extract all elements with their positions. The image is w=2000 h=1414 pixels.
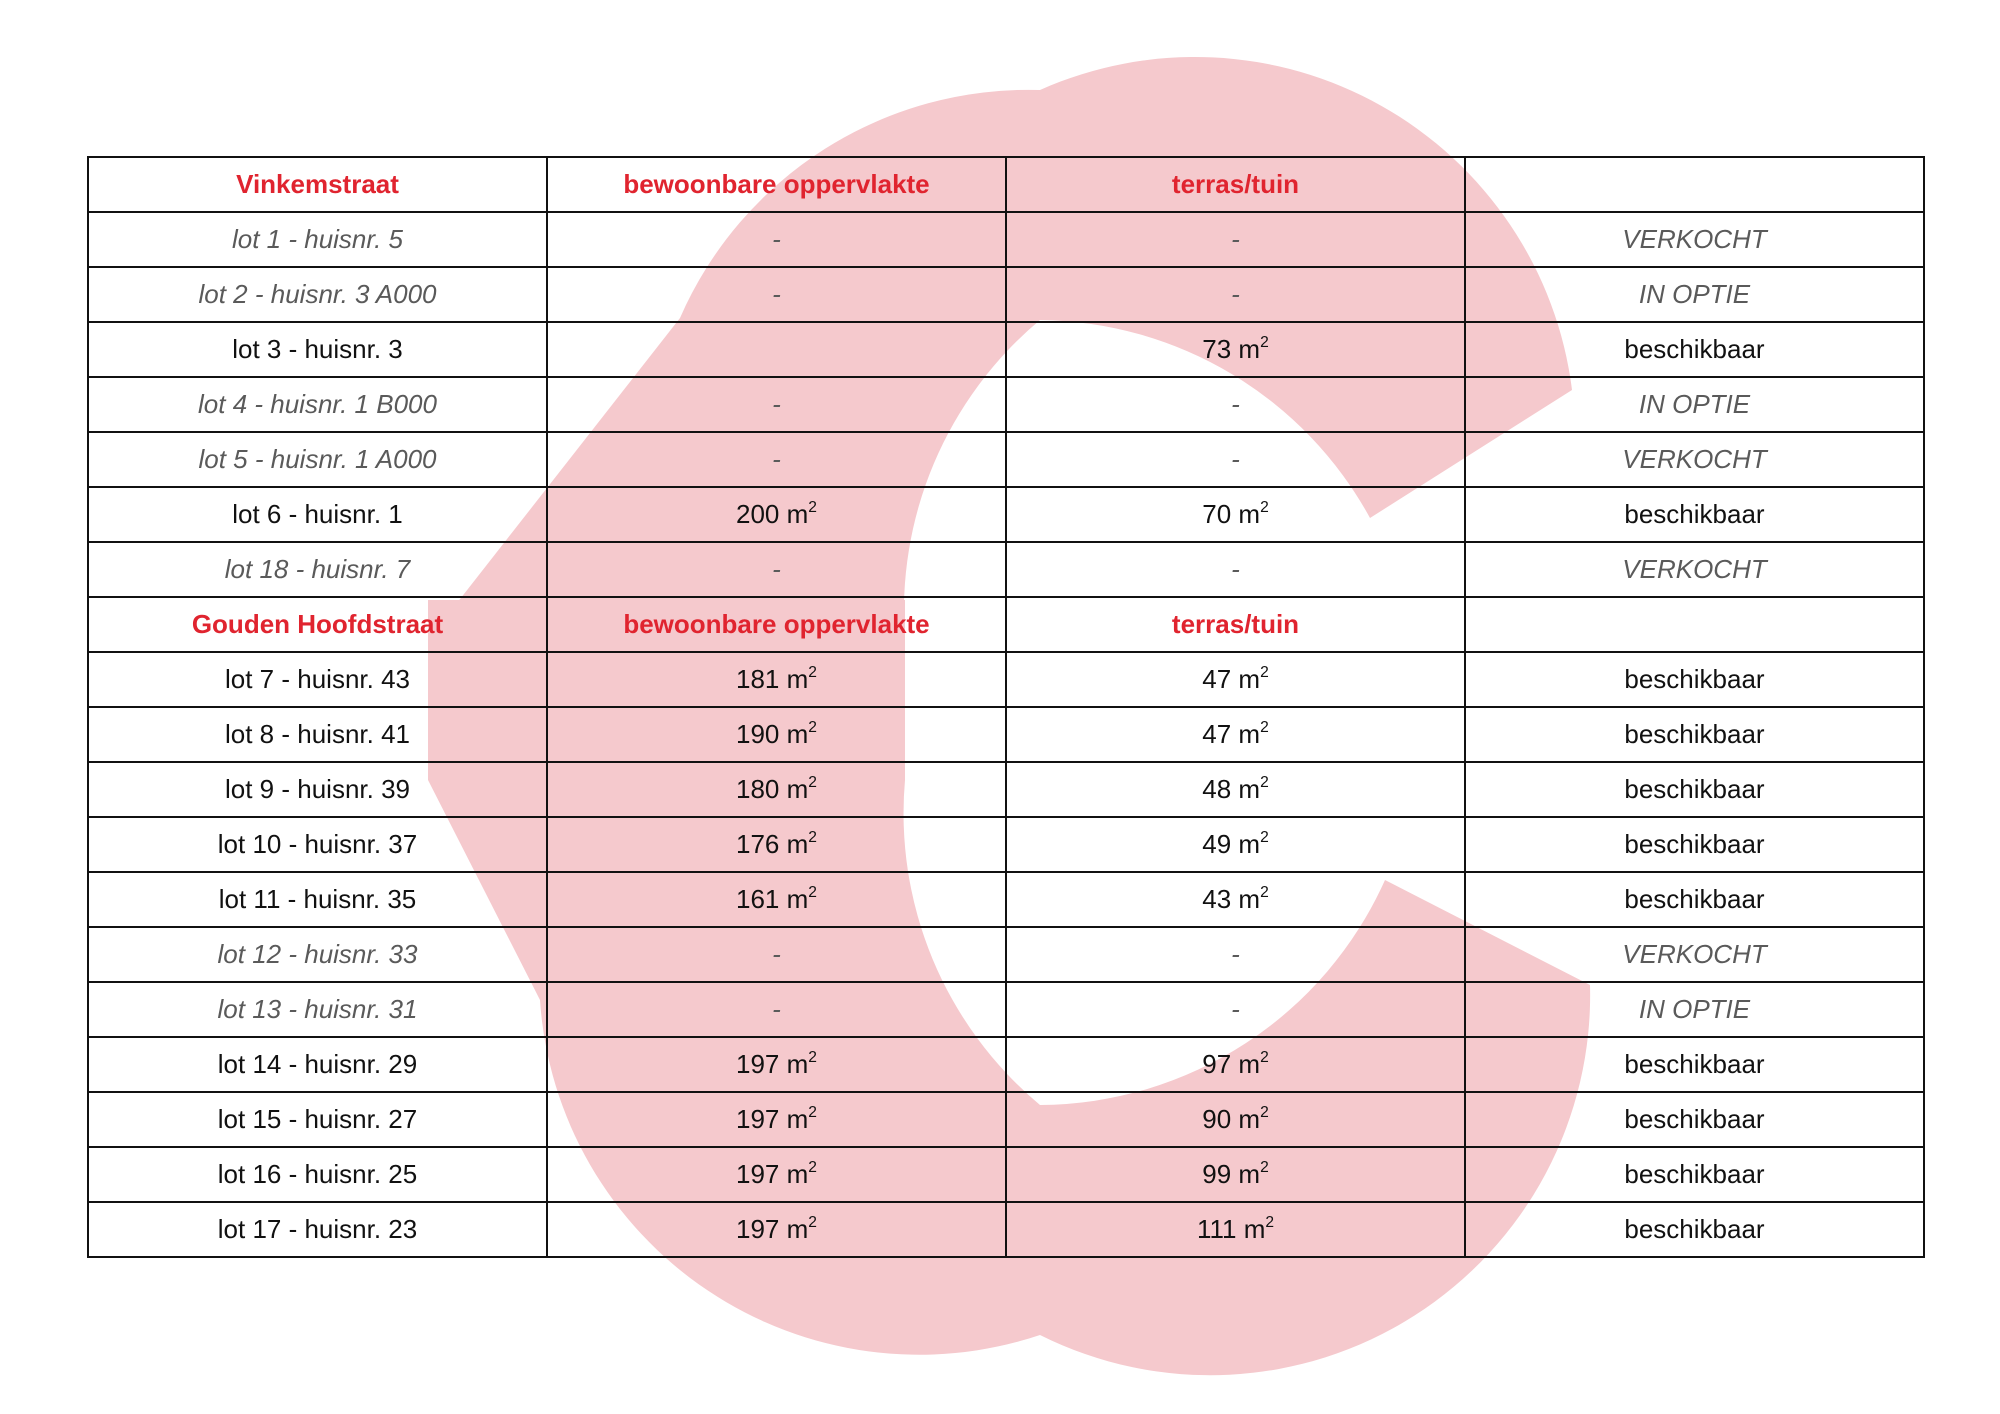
table-row: [88, 982, 1924, 1037]
section-header-cell: bewoonbare oppervlakte: [547, 597, 1006, 652]
living-area-cell: 190 $m^2$: [547, 707, 1006, 762]
living-area-cell: -: [547, 432, 1006, 487]
terrace-garden-cell: -: [1006, 432, 1465, 487]
lot-cell: lot 3 - huisnr. 3: [88, 322, 547, 377]
lot-cell: lot 4 - huisnr. 1 B000: [88, 377, 547, 432]
status-cell: beschikbaar: [1465, 762, 1924, 817]
status-cell: VERKOCHT: [1465, 542, 1924, 597]
table-row: [88, 432, 1924, 487]
table-row: [88, 212, 1924, 267]
status-cell: beschikbaar: [1465, 1092, 1924, 1147]
status-cell: beschikbaar: [1465, 1037, 1924, 1092]
section-header-row: [88, 597, 1924, 652]
terrace-garden-cell: 47 $m^2$: [1006, 707, 1465, 762]
living-area-cell: [547, 322, 1006, 377]
lot-cell: lot 16 - huisnr. 25: [88, 1147, 547, 1202]
table-row: [88, 1147, 1924, 1202]
table-row: [88, 542, 1924, 597]
section-header-cell: terras/tuin: [1006, 597, 1465, 652]
lot-cell: lot 1 - huisnr. 5: [88, 212, 547, 267]
living-area-cell: 180 $m^2$: [547, 762, 1006, 817]
table-row: [88, 927, 1924, 982]
terrace-garden-cell: 47 $m^2$: [1006, 652, 1465, 707]
section-header-row: [88, 157, 1924, 212]
status-cell: beschikbaar: [1465, 1202, 1924, 1257]
status-cell: beschikbaar: [1465, 652, 1924, 707]
section-header-cell: Gouden Hoofdstraat: [88, 597, 547, 652]
section-header-cell: [1465, 597, 1924, 652]
status-cell: IN OPTIE: [1465, 267, 1924, 322]
status-cell: IN OPTIE: [1465, 377, 1924, 432]
lot-cell: lot 11 - huisnr. 35: [88, 872, 547, 927]
table-row: [88, 1037, 1924, 1092]
lot-cell: lot 2 - huisnr. 3 A000: [88, 267, 547, 322]
living-area-cell: -: [547, 267, 1006, 322]
lot-cell: lot 8 - huisnr. 41: [88, 707, 547, 762]
status-cell: beschikbaar: [1465, 707, 1924, 762]
lot-cell: lot 12 - huisnr. 33: [88, 927, 547, 982]
section-header-cell: Vinkemstraat: [88, 157, 547, 212]
living-area-cell: -: [547, 982, 1006, 1037]
status-cell: IN OPTIE: [1465, 982, 1924, 1037]
table-row: [88, 872, 1924, 927]
terrace-garden-cell: -: [1006, 267, 1465, 322]
living-area-cell: 200 $m^2$: [547, 487, 1006, 542]
terrace-garden-cell: 90 $m^2$: [1006, 1092, 1465, 1147]
lot-availability-table: [87, 156, 1925, 1258]
table-row: [88, 322, 1924, 377]
section-header-cell: bewoonbare oppervlakte: [547, 157, 1006, 212]
terrace-garden-cell: 111 $m^2$: [1006, 1202, 1465, 1257]
section-header-cell: terras/tuin: [1006, 157, 1465, 212]
terrace-garden-cell: -: [1006, 542, 1465, 597]
living-area-cell: -: [547, 927, 1006, 982]
lot-cell: lot 5 - huisnr. 1 A000: [88, 432, 547, 487]
lot-cell: lot 17 - huisnr. 23: [88, 1202, 547, 1257]
table-row: [88, 652, 1924, 707]
living-area-cell: 197 $m^2$: [547, 1037, 1006, 1092]
lot-cell: lot 13 - huisnr. 31: [88, 982, 547, 1037]
status-cell: beschikbaar: [1465, 872, 1924, 927]
table-row: [88, 267, 1924, 322]
terrace-garden-cell: 49 $m^2$: [1006, 817, 1465, 872]
living-area-cell: 197 $m^2$: [547, 1147, 1006, 1202]
status-cell: VERKOCHT: [1465, 212, 1924, 267]
status-cell: VERKOCHT: [1465, 432, 1924, 487]
lot-cell: lot 7 - huisnr. 43: [88, 652, 547, 707]
lot-cell: lot 6 - huisnr. 1: [88, 487, 547, 542]
lot-cell: lot 10 - huisnr. 37: [88, 817, 547, 872]
table-row: [88, 817, 1924, 872]
table-row: [88, 487, 1924, 542]
terrace-garden-cell: 99 $m^2$: [1006, 1147, 1465, 1202]
table-row: [88, 762, 1924, 817]
status-cell: beschikbaar: [1465, 487, 1924, 542]
terrace-garden-cell: -: [1006, 927, 1465, 982]
living-area-cell: 197 $m^2$: [547, 1202, 1006, 1257]
lot-cell: lot 9 - huisnr. 39: [88, 762, 547, 817]
table-body: [88, 157, 1924, 1257]
living-area-cell: -: [547, 377, 1006, 432]
terrace-garden-cell: -: [1006, 212, 1465, 267]
table-row: [88, 377, 1924, 432]
living-area-cell: 197 $m^2$: [547, 1092, 1006, 1147]
terrace-garden-cell: -: [1006, 377, 1465, 432]
status-cell: beschikbaar: [1465, 322, 1924, 377]
lot-cell: lot 18 - huisnr. 7: [88, 542, 547, 597]
table-row: [88, 1202, 1924, 1257]
living-area-cell: 176 $m^2$: [547, 817, 1006, 872]
terrace-garden-cell: -: [1006, 982, 1465, 1037]
living-area-cell: -: [547, 212, 1006, 267]
terrace-garden-cell: 70 $m^2$: [1006, 487, 1465, 542]
terrace-garden-cell: 48 $m^2$: [1006, 762, 1465, 817]
lot-cell: lot 15 - huisnr. 27: [88, 1092, 547, 1147]
table-row: [88, 1092, 1924, 1147]
living-area-cell: -: [547, 542, 1006, 597]
living-area-cell: 161 $m^2$: [547, 872, 1006, 927]
status-cell: beschikbaar: [1465, 1147, 1924, 1202]
terrace-garden-cell: 43 $m^2$: [1006, 872, 1465, 927]
living-area-cell: 181 $m^2$: [547, 652, 1006, 707]
lot-cell: lot 14 - huisnr. 29: [88, 1037, 547, 1092]
terrace-garden-cell: 97 $m^2$: [1006, 1037, 1465, 1092]
terrace-garden-cell: 73 $m^2$: [1006, 322, 1465, 377]
section-header-cell: [1465, 157, 1924, 212]
table-row: [88, 707, 1924, 762]
status-cell: beschikbaar: [1465, 817, 1924, 872]
status-cell: VERKOCHT: [1465, 927, 1924, 982]
